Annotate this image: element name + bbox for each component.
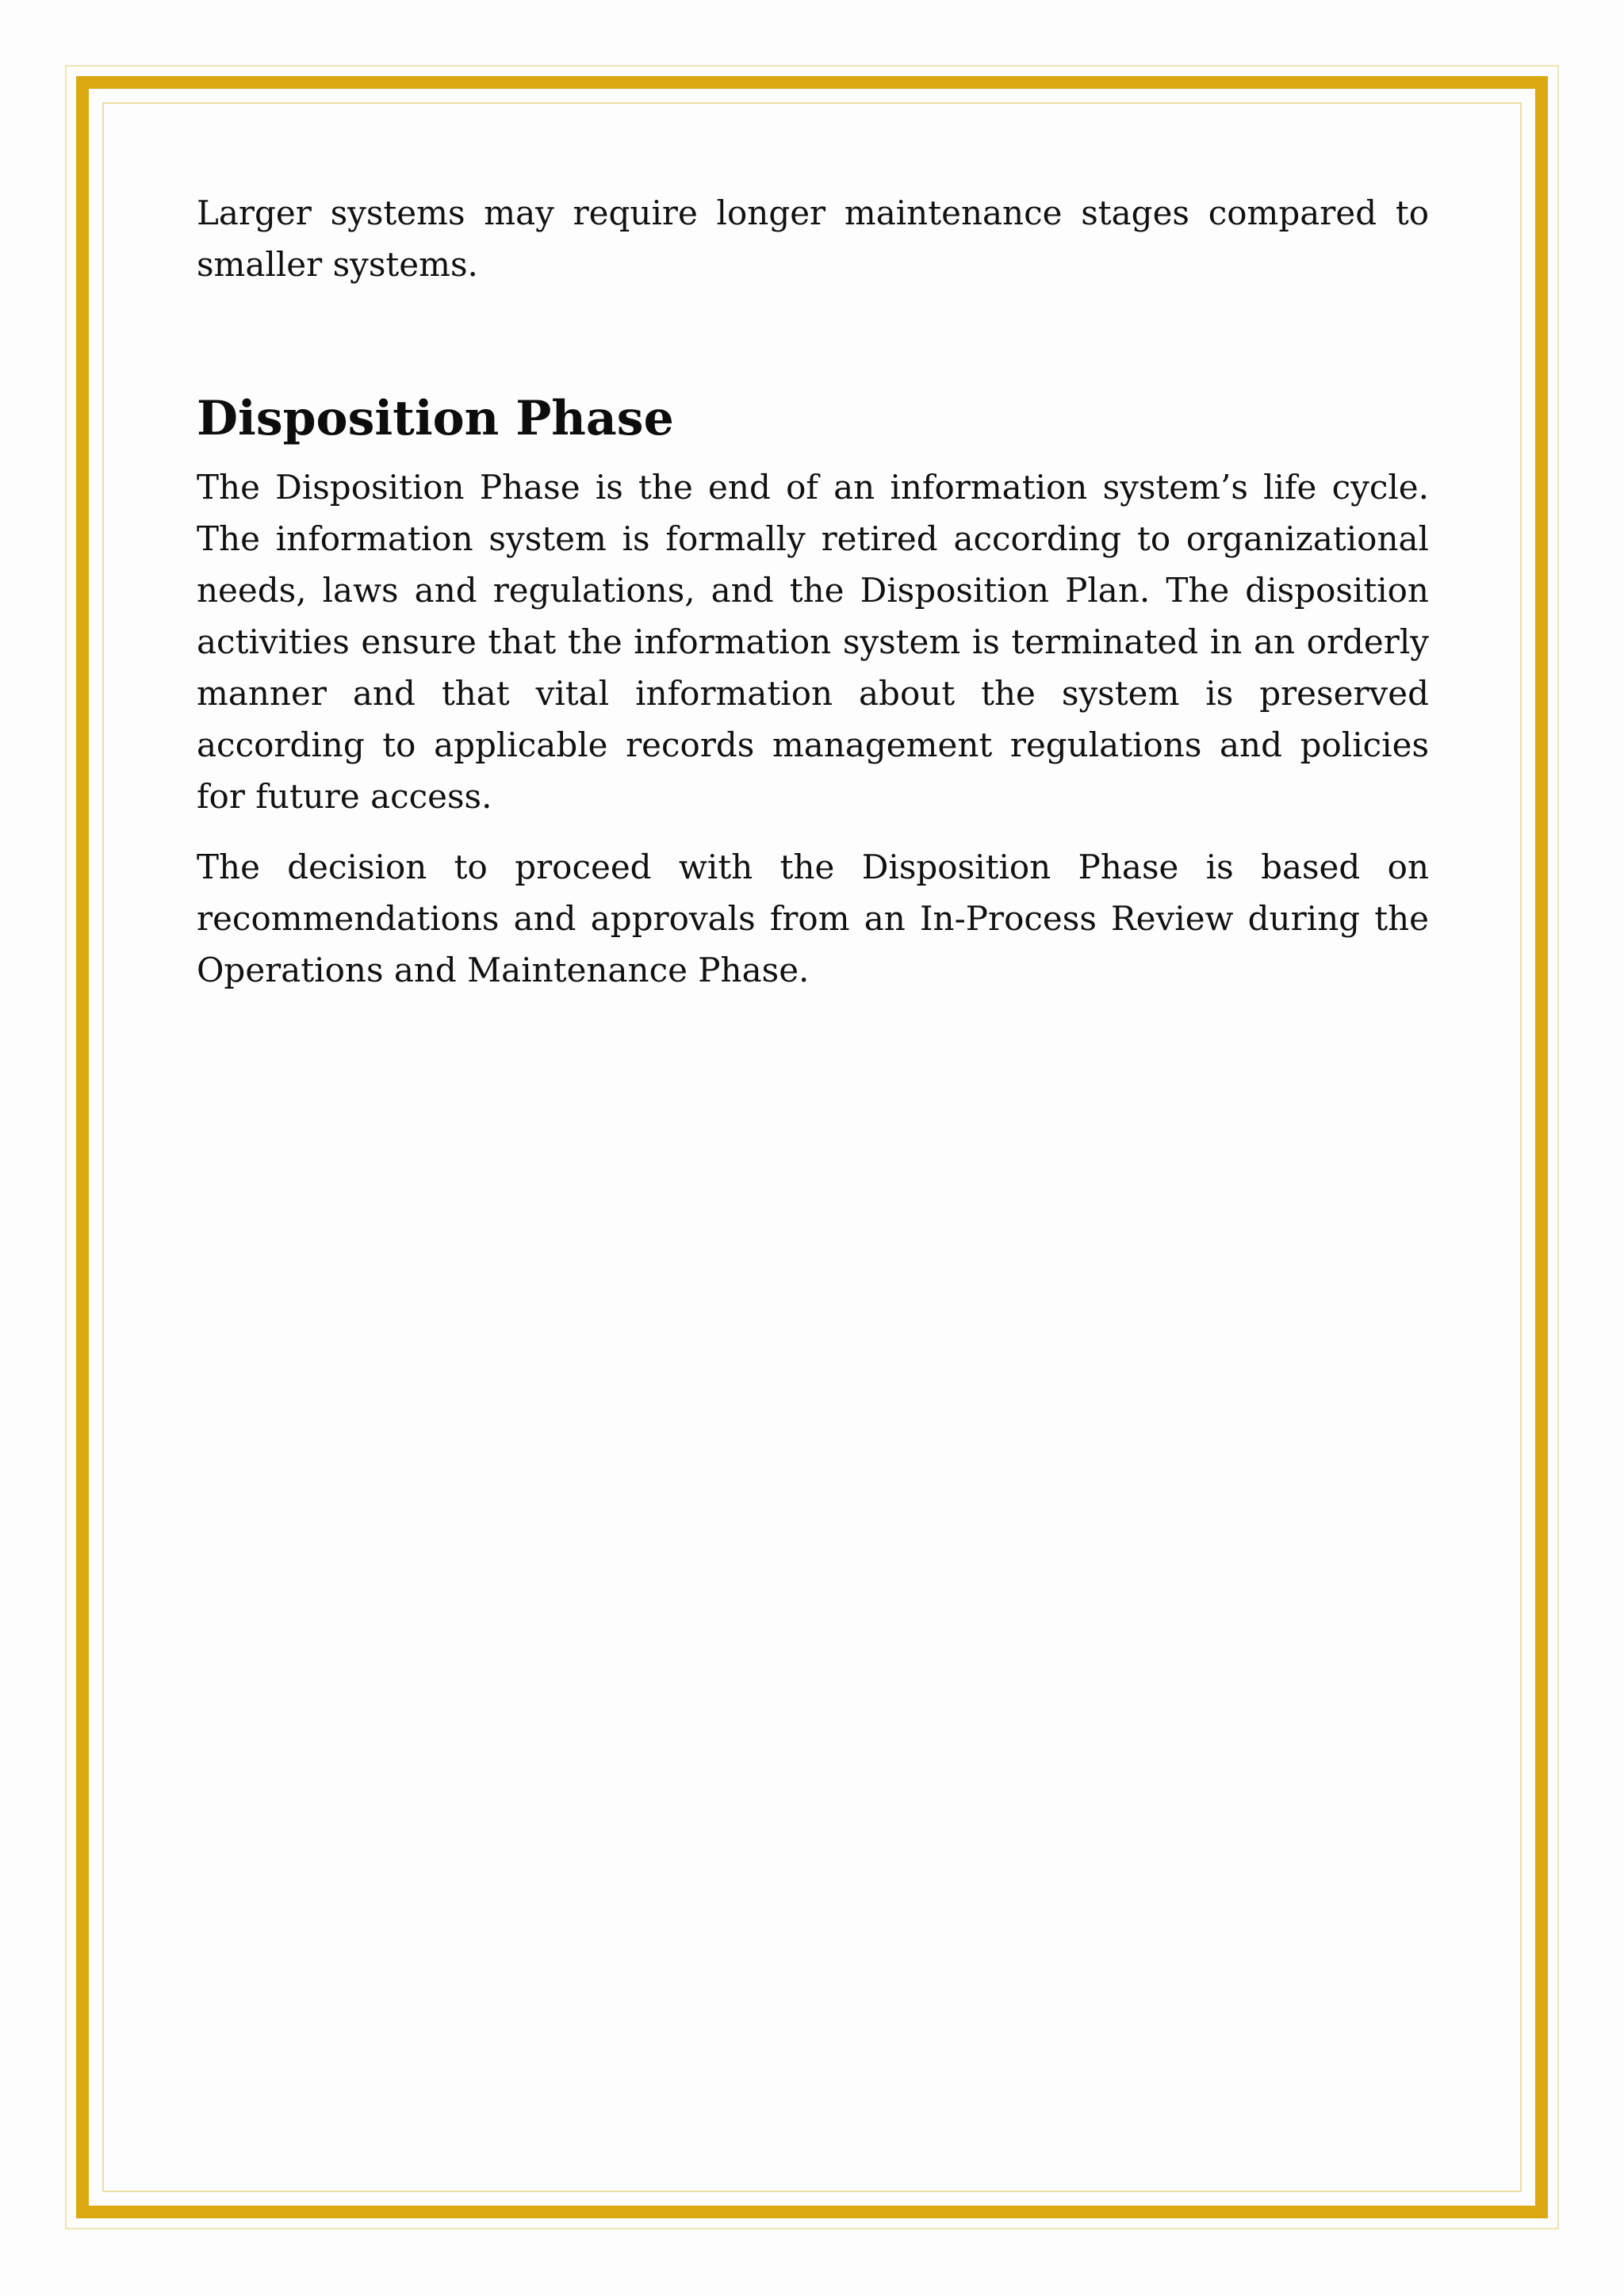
page-content <box>197 187 1429 1015</box>
body-paragraph-1: The Disposition Phase is the end of an information system’s life cycle. The information system is formally retired according to organizational needs, laws and regulations, and the Disposition Plan. The disposition activities ensure that the information system is terminated in an orderly manner and that vital information about the system is preserved according to applicable records management regulations and policies for future access. <box>197 468 1429 816</box>
body-paragraph-2: The decision to proceed with the Disposition Phase is based on recommendations and approvals from an In-Process Review during the Operations and Maintenance Phase. <box>197 848 1429 989</box>
intro-paragraph: Larger systems may require longer maintenance stages compared to smaller systems. <box>197 193 1429 284</box>
section-heading: Disposition Phase <box>197 391 674 446</box>
